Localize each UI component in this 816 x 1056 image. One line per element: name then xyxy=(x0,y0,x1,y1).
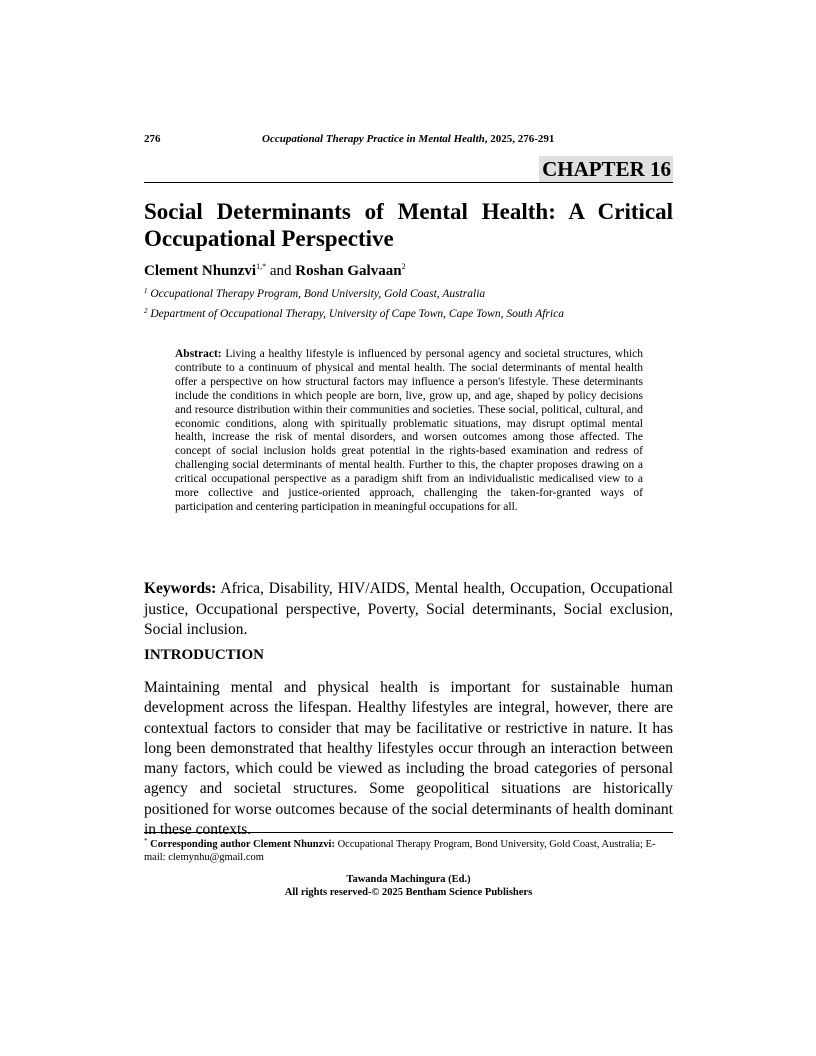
author-affiliation-marker: 2 xyxy=(401,262,406,271)
footnote-text: Occupational Therapy Program, Bond University, Gold Coast, Australia; E-mail: clemynhu@gmail.com xyxy=(144,839,656,863)
article-title: Social Determinants of Mental Health: A Critical Occupational Perspective xyxy=(144,199,673,251)
author-name: Clement Nhunzvi xyxy=(144,263,257,279)
keywords-label: Keywords: xyxy=(144,580,217,597)
affiliation-text: Department of Occupational Therapy, University of Cape Town, Cape Town, South Africa xyxy=(147,308,564,320)
editor-line: Tawanda Machingura (Ed.) xyxy=(346,874,471,885)
affiliation-text: Occupational Therapy Program, Bond University, Gold Coast, Australia xyxy=(147,288,486,300)
journal-details: , 2025, 276-291 xyxy=(484,133,555,145)
running-header xyxy=(144,133,673,149)
abstract xyxy=(175,348,643,515)
author-name: Roshan Galvaan xyxy=(295,263,402,279)
chapter-divider xyxy=(144,182,673,183)
body-paragraph: Maintaining mental and physical health is important for sustainable human development across the lifespan. Healthy lifestyles are integral, however, there are contextual factors to consider that may be facilitative or restrictive in nature. It has long been demonstrated that healthy lifestyles occur through an interaction between many factors, which could be viewed as including the broad categories of personal agency and societal structures. Some geopolitical situations are historically positioned for worse outcomes because of the social determinants of health dominant in these contexts. xyxy=(144,679,673,839)
abstract-label: Abstract: xyxy=(175,348,222,360)
author-affiliation-marker: 1,* xyxy=(256,262,267,271)
footnote-marker: * xyxy=(144,837,148,845)
footnote xyxy=(144,835,673,864)
keywords xyxy=(144,579,673,641)
affiliation-marker: 2 xyxy=(144,307,148,315)
chapter-label: CHAPTER 16 xyxy=(539,156,673,182)
author-line xyxy=(144,262,406,280)
keywords-text: Africa, Disability, HIV/AIDS, Mental health, Occupation, Occupational justice, Occupational perspective, Poverty, Social determinants, Social exclusion, Social inclusion. xyxy=(144,580,673,638)
footnote-divider xyxy=(144,832,673,833)
affiliation xyxy=(144,307,564,320)
publisher-footer xyxy=(144,874,673,899)
footnote-label: Corresponding author Clement Nhunzvi: xyxy=(147,839,335,850)
affiliation-marker: 1 xyxy=(144,287,148,295)
journal-citation xyxy=(262,133,554,145)
author-conjunction: and xyxy=(266,263,296,279)
journal-title: Occupational Therapy Practice in Mental Health xyxy=(262,133,485,145)
page-number: 276 xyxy=(144,133,161,145)
abstract-text: Living a healthy lifestyle is influenced by personal agency and societal structures, which contribute to a continuum of physical and mental health. The social determinants of mental health offer a perspective on how structural factors may influence a person's lifestyle. These determinants include the conditions in which people are born, live, grow up, and age, shaped by policy decisions and resource distribution within their communities and societies. These social, political, cultural, and economic conditions, along with spiritually problematic situations, may disrupt optimal mental health, increase the risk of mental disorders, and worsen outcomes among those affected. The concept of social inclusion holds great potential in the rights-based examination and redress of challenging social determinants of mental health. Further to this, the chapter proposes drawing on a critical occupational perspective as a paradigm shift from an individualistic medicalised view to a more collective and justice-oriented approach, challenging the taken-for-granted ways of participation and centering participation in meaningful occupations for all. xyxy=(175,348,643,513)
rights-line: All rights reserved-© 2025 Bentham Science Publishers xyxy=(284,886,533,898)
section-heading: INTRODUCTION xyxy=(144,647,265,663)
affiliation xyxy=(144,287,485,300)
